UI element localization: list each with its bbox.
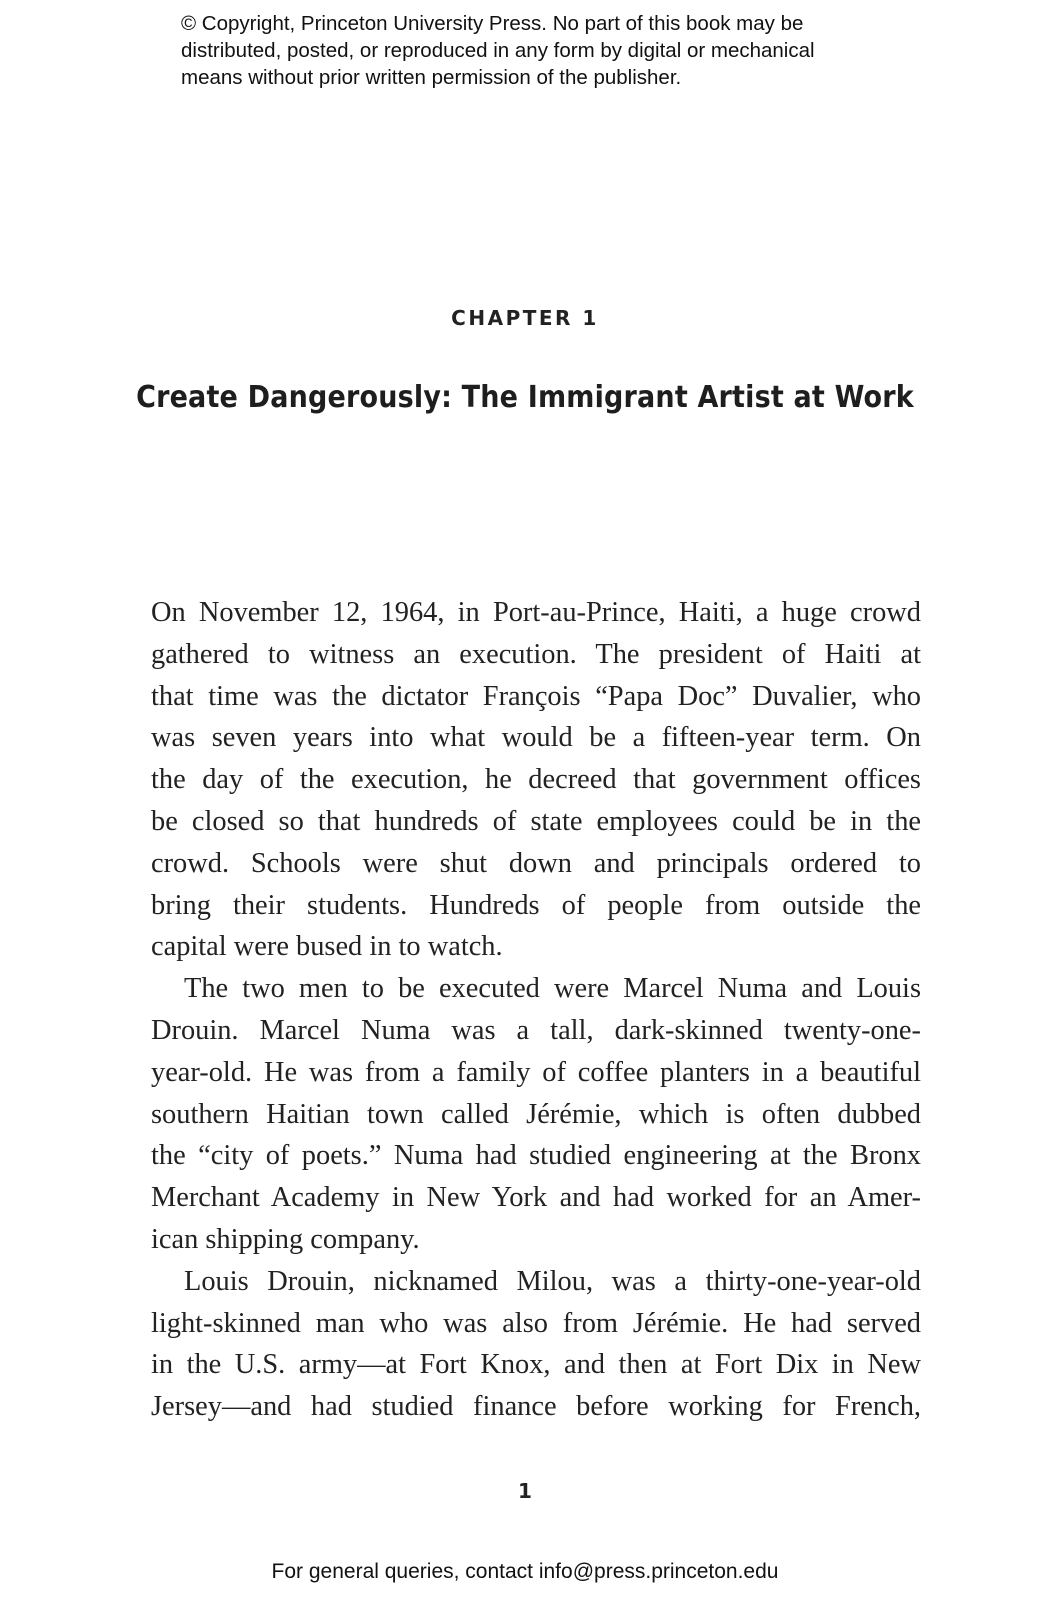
text-line: gathered to witness an execution. The president of Haiti at [151,638,921,670]
text-line: capital were bused in to watch. [151,931,503,963]
text-line: light-skinned man who was also from Jérémie. He had served [151,1307,921,1339]
text-line: Drouin. Marcel Numa was a tall, dark-skinned twenty-one- [151,1014,921,1046]
text-line: the “city of poets.” Numa had studied engineering at the Bronx [151,1140,921,1172]
chapter-title: Create Dangerously: The Immigrant Artist at Work [136,380,914,415]
text-line: that time was the dictator François “Papa Doc” Duvalier, who [151,680,921,712]
text-line: be closed so that hundreds of state employees could be in the [151,805,921,837]
text-line: the day of the execution, he decreed that government offices [151,764,921,796]
text-line: crowd. Schools were shut down and principals ordered to [151,847,921,879]
footer-contact: For general queries, contact info@press.princeton.edu [271,1560,779,1583]
paragraph [151,592,921,968]
text-line: in the U.S. army—at Fort Knox, and then at Fort Dix in New [151,1349,921,1381]
paragraph [151,1261,921,1428]
chapter-label: CHAPTER 1 [451,306,599,330]
copyright-line: © Copyright, Princeton University Press. No part of this book may be [181,12,804,35]
text-line: The two men to be executed were Marcel Numa and Louis [184,973,921,1005]
copyright-notice [181,10,921,91]
text-line: southern Haitian town called Jérémie, which is often dubbed [151,1098,921,1130]
body-text [151,592,921,1428]
copyright-line: means without prior written permission of the publisher. [181,66,682,89]
text-line: year-old. He was from a family of coffee planters in a beautiful [151,1056,921,1088]
text-line: Jersey—and had studied finance before working for French, [151,1391,921,1423]
text-line: Louis Drouin, nicknamed Milou, was a thirty-one-year-old [184,1265,921,1297]
text-line: ican shipping company. [151,1223,420,1255]
copyright-line: distributed, posted, or reproduced in any form by digital or mechanical [181,39,815,62]
page-number: 1 [518,1479,532,1503]
text-line: was seven years into what would be a fifteen-year term. On [151,722,921,754]
text-line: bring their students. Hundreds of people from outside the [151,889,921,921]
text-line: On November 12, 1964, in Port-au-Prince, Haiti, a huge crowd [151,597,921,628]
paragraph [151,968,921,1261]
text-line: Merchant Academy in New York and had worked for an Amer- [151,1182,921,1214]
